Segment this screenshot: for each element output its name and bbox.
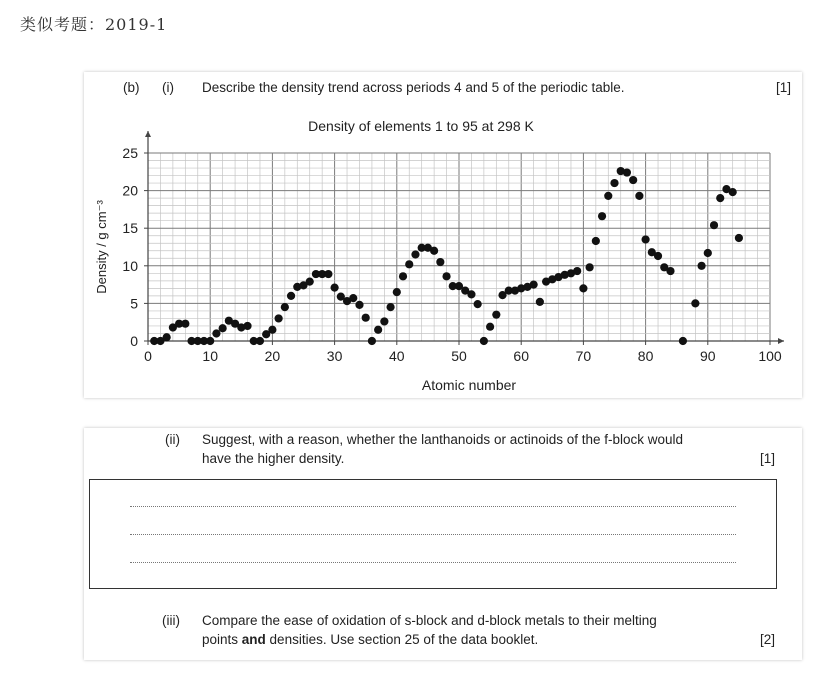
question-ii-text-line2: have the higher density. (202, 451, 345, 466)
data-point (219, 324, 227, 332)
answer-line[interactable] (130, 534, 736, 535)
data-point (243, 322, 251, 330)
data-point (474, 300, 482, 308)
y-axis-label: Density / g cm⁻³ (94, 200, 109, 294)
data-point (386, 303, 394, 311)
y-tick-label: 20 (122, 182, 138, 199)
x-tick-label: 100 (758, 348, 782, 364)
question-ii-label: (ii) (165, 432, 180, 447)
x-tick-label: 60 (513, 348, 529, 364)
data-point (666, 267, 674, 275)
data-point (393, 288, 401, 296)
question-iii-label: (iii) (162, 613, 180, 628)
data-point (623, 168, 631, 176)
x-tick-label: 40 (389, 348, 405, 364)
data-point (536, 298, 544, 306)
data-point (411, 250, 419, 258)
question-iii-text-b: densities. Use section 25 of the data booklet. (265, 632, 539, 647)
x-axis-label: Atomic number (421, 377, 517, 393)
data-point (586, 263, 594, 271)
answer-line[interactable] (130, 506, 736, 507)
data-point (635, 192, 643, 200)
data-point (368, 337, 376, 345)
data-point (492, 311, 500, 319)
x-tick-label: 80 (637, 348, 654, 364)
question-iii-text-line2 (202, 632, 538, 647)
data-point (436, 258, 444, 266)
x-tick-label: 50 (451, 348, 467, 364)
data-point (735, 234, 743, 242)
data-point (324, 270, 332, 278)
data-point (212, 329, 220, 337)
data-point (281, 303, 289, 311)
y-tick-label: 15 (122, 220, 138, 237)
x-tick-label: 20 (264, 348, 281, 364)
chart-title: Density of elements 1 to 95 at 298 K (308, 118, 534, 134)
question-ii-marks: [1] (760, 451, 776, 466)
data-point (654, 252, 662, 260)
data-point (579, 284, 587, 292)
data-point (287, 292, 295, 300)
answer-line[interactable] (130, 562, 736, 563)
data-point (467, 290, 475, 298)
data-point (331, 284, 339, 292)
data-point (729, 188, 737, 196)
x-tick-label: 30 (326, 348, 343, 364)
data-point (604, 192, 612, 200)
density-chart (84, 72, 802, 398)
data-point (642, 235, 650, 243)
data-point (573, 267, 581, 275)
y-tick-label: 5 (130, 295, 138, 312)
x-axis-arrow (778, 338, 784, 344)
data-point (679, 337, 687, 345)
data-point (592, 237, 600, 245)
data-point (442, 272, 450, 280)
data-point (306, 277, 314, 285)
question-ii-text-line1: Suggest, with a reason, whether the lanthanoids or actinoids of the f-block would (202, 432, 684, 447)
y-tick-label: 10 (122, 257, 138, 274)
data-point (530, 281, 538, 289)
data-point (268, 326, 276, 334)
data-point (256, 337, 264, 345)
question-text: Describe the density trend across periods 4 and 5 of the periodic table. (202, 80, 625, 95)
data-point (598, 212, 606, 220)
x-tick-label: 10 (202, 348, 218, 364)
data-point (610, 179, 618, 187)
data-point (355, 301, 363, 309)
y-axis-arrow (145, 131, 151, 137)
chart-axes (144, 131, 784, 345)
data-point (181, 320, 189, 328)
question-iii-text-a: points (202, 632, 242, 647)
x-tick-label: 90 (700, 348, 716, 364)
data-point (480, 337, 488, 345)
question-iii-text-line1: Compare the ease of oxidation of s-block and d-block metals to their melting (202, 613, 657, 628)
data-point (399, 272, 407, 280)
x-tick-label: 70 (575, 348, 592, 364)
data-point (206, 337, 214, 345)
data-point (629, 176, 637, 184)
data-point (349, 294, 357, 302)
y-tick-label: 25 (122, 145, 138, 161)
page-heading: 类似考题：2019-1 (20, 15, 168, 34)
data-point (691, 299, 699, 307)
question-subpart-label: (i) (162, 80, 174, 95)
data-point (486, 323, 494, 331)
data-point (697, 262, 705, 270)
question-iii-text-bold: and (241, 632, 266, 647)
answer-box[interactable] (89, 479, 777, 589)
data-point (275, 314, 283, 322)
data-point (405, 260, 413, 268)
data-point (374, 326, 382, 334)
data-point (163, 333, 171, 341)
question-part-label: (b) (123, 80, 140, 95)
marks-label: [1] (776, 80, 792, 95)
data-point (704, 249, 712, 257)
question-iii-marks: [2] (760, 632, 776, 647)
y-tick-label: 0 (130, 333, 138, 349)
x-tick-label: 0 (144, 348, 152, 364)
question-b-card (84, 72, 802, 398)
data-point (362, 314, 370, 322)
data-point (430, 247, 438, 255)
data-point (710, 221, 718, 229)
chart-grid (148, 153, 770, 341)
data-point (380, 317, 388, 325)
question-ii-iii-card (84, 428, 802, 660)
data-point (716, 194, 724, 202)
